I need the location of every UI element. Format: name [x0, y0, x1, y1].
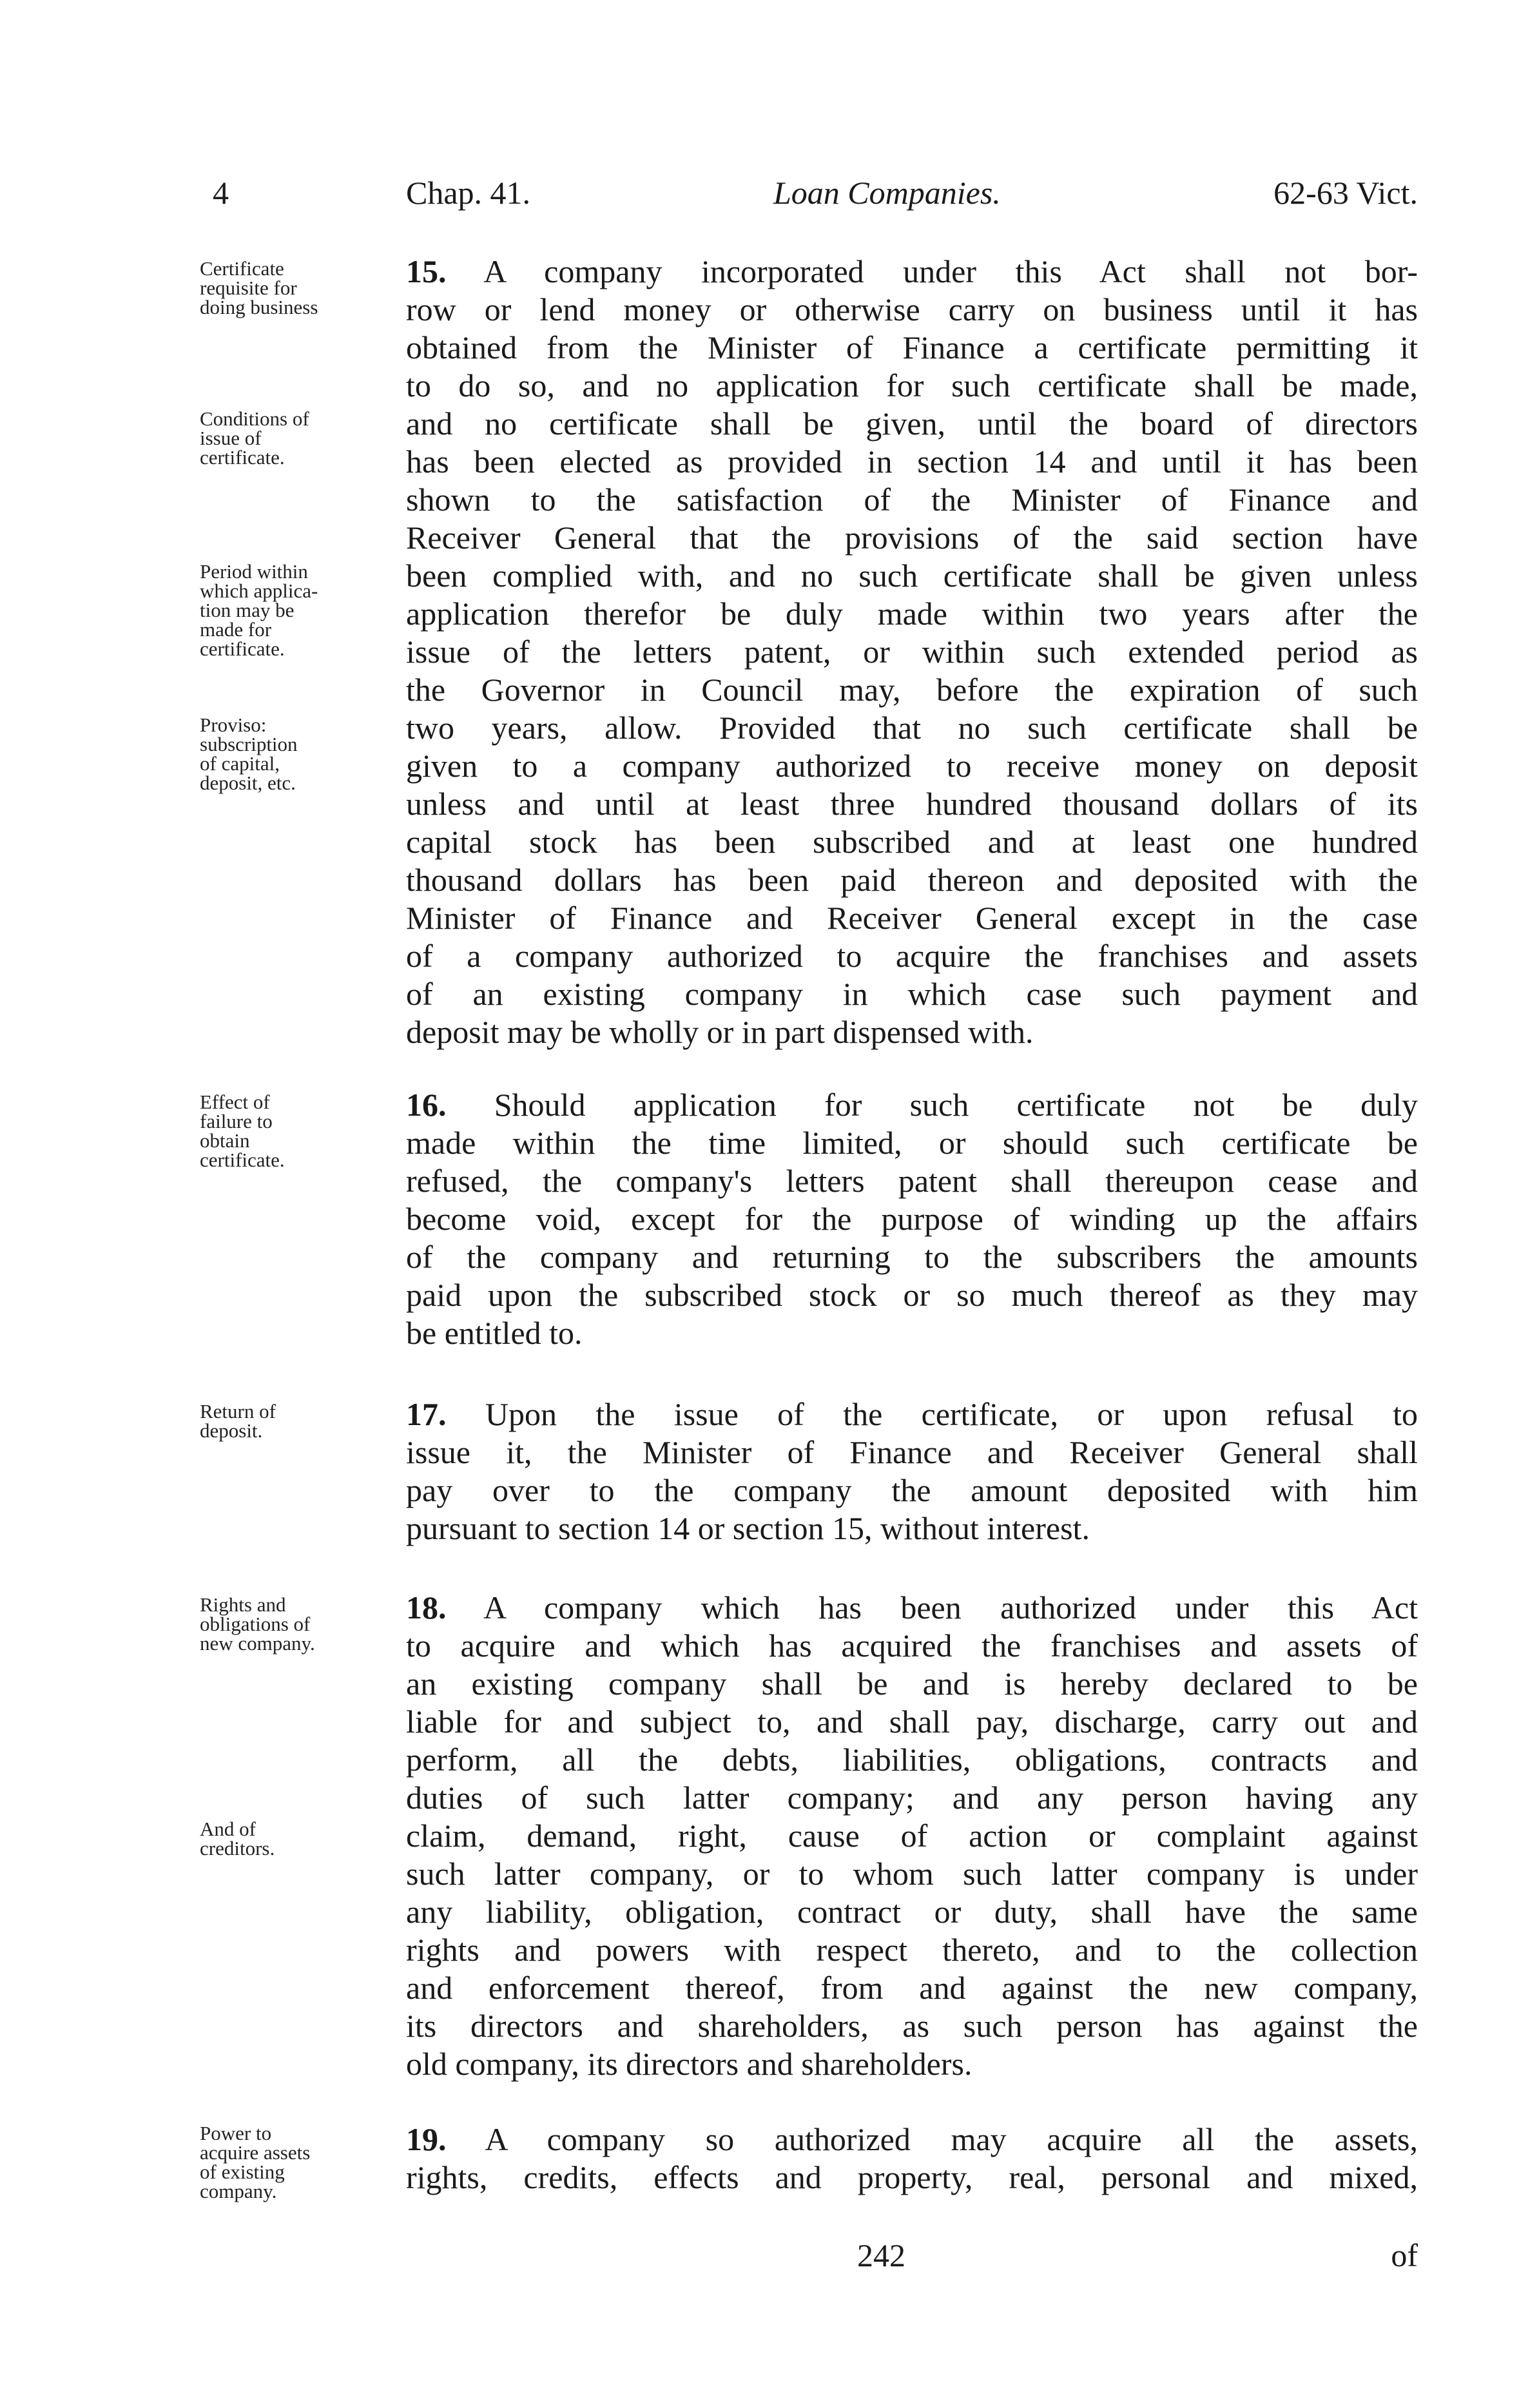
section-18 [406, 1589, 1418, 2083]
section-line: rights, credits, effects and property, real, personal and mixed, [406, 2159, 1418, 2195]
section-number: 19. [406, 2121, 447, 2157]
section-line: and no certificate shall be given, until the board of directors [406, 405, 1418, 442]
section-line: been complied with, and no such certificate shall be given unless [406, 558, 1418, 594]
section-19 [406, 2121, 1418, 2197]
running-title: Loan Companies. [773, 175, 1001, 211]
running-header [213, 174, 1418, 219]
section-line: and enforcement thereof, from and against the new company, [406, 1970, 1418, 2006]
section-line: of a company authorized to acquire the franchises and assets [406, 938, 1418, 974]
margin-note-return: Return of deposit. [200, 1400, 276, 1442]
section-line: liable for and subject to, and shall pay, discharge, carry out and [406, 1704, 1418, 1740]
section-line: such latter company, or to whom such latter company is under [406, 1856, 1418, 1892]
section-line: to do so, and no application for such certificate shall be made, [406, 367, 1418, 403]
section-line: Minister of Finance and Receiver General except in the case [406, 900, 1418, 936]
section-line: of the company and returning to the subscribers the amounts [406, 1239, 1418, 1275]
section-line: Receiver General that the provisions of the said section have [406, 519, 1418, 556]
chapter-label: Chap. 41. [406, 175, 531, 211]
page-number: 4 [213, 175, 229, 211]
section-line: capital stock has been subscribed and at least one hundred [406, 824, 1418, 860]
section-line: shown to the satisfaction of the Minister of Finance and [406, 481, 1418, 518]
section-line: 15. A company incorporated under this Act shall not bor- [406, 253, 1418, 289]
section-line: two years, allow. Provided that no such certificate shall be [406, 710, 1418, 746]
section-line: 17. Upon the issue of the certificate, or upon refusal to [406, 1396, 1418, 1432]
section-line: become void, except for the purpose of winding up the affairs [406, 1201, 1418, 1237]
section-line: issue it, the Minister of Finance and Receiver General shall [406, 1434, 1418, 1470]
section-number: 16. [406, 1087, 447, 1123]
section-line: any liability, obligation, contract or duty, shall have the same [406, 1894, 1418, 1930]
section-line: pursuant to section 14 or section 15, without interest. [406, 1510, 1090, 1546]
margin-note-certificate: Certificate requisite for doing business [200, 257, 318, 318]
section-line: pay over to the company the amount deposited with him [406, 1472, 1418, 1508]
section-line: 19. A company so authorized may acquire all the assets, [406, 2121, 1418, 2157]
section-line: row or lend money or otherwise carry on business until it has [406, 291, 1418, 327]
section-line: paid upon the subscribed stock or so much thereof as they may [406, 1277, 1418, 1313]
section-line: unless and until at least three hundred thousand dollars of its [406, 786, 1418, 822]
section-line: claim, demand, right, cause of action or complaint against [406, 1818, 1418, 1854]
section-line: application therefor be duly made within two years after the [406, 596, 1418, 632]
section-line: to acquire and which has acquired the franchises and assets of [406, 1627, 1418, 1664]
catchword: of [1391, 2237, 1418, 2273]
section-line: its directors and shareholders, as such person has against the [406, 2008, 1418, 2044]
margin-note-period: Period within which applica- tion may be made for certificate. [200, 560, 318, 660]
margin-note-rights: Rights and obligations of new company. [200, 1593, 315, 1655]
section-line: has been elected as provided in section 14 and until it has been [406, 443, 1418, 480]
margin-note-conditions: Conditions of issue of certificate. [200, 407, 309, 469]
section-line: 16. Should application for such certificate not be duly [406, 1087, 1418, 1123]
section-line: deposit may be wholly or in part dispensed with. [406, 1014, 1034, 1050]
section-line: thousand dollars has been paid thereon and deposited with the [406, 862, 1418, 898]
section-line: issue of the letters patent, or within such extended period as [406, 634, 1418, 670]
section-number: 17. [406, 1396, 447, 1432]
section-line: duties of such latter company; and any person having any [406, 1780, 1418, 1816]
section-line: the Governor in Council may, before the expiration of such [406, 672, 1418, 708]
section-line: old company, its directors and shareholders. [406, 2046, 972, 2082]
section-17 [406, 1395, 1418, 1548]
section-line: perform, all the debts, liabilities, obligations, contracts and [406, 1742, 1418, 1778]
margin-note-creditors: And of creditors. [200, 1818, 275, 1859]
section-line: be entitled to. [406, 1315, 583, 1351]
section-line: rights and powers with respect thereto, and to the collection [406, 1932, 1418, 1968]
margin-note-effect: Effect of failure to obtain certificate. [200, 1091, 285, 1171]
section-number: 18. [406, 1589, 447, 1626]
section-line: an existing company shall be and is hereby declared to be [406, 1665, 1418, 1702]
folio-number: 242 [857, 2237, 905, 2273]
regnal-year: 62-63 Vict. [1273, 175, 1418, 211]
section-line: 18. A company which has been authorized under this Act [406, 1589, 1418, 1626]
section-line: of an existing company in which case such payment and [406, 976, 1418, 1012]
section-line: made within the time limited, or should such certificate be [406, 1125, 1418, 1161]
section-number: 15. [406, 253, 447, 289]
section-line: obtained from the Minister of Finance a certificate permitting it [406, 329, 1418, 365]
section-15 [406, 253, 1418, 1051]
section-line: given to a company authorized to receive money on deposit [406, 748, 1418, 784]
section-16 [406, 1086, 1418, 1352]
margin-note-power: Power to acquire assets of existing company. [200, 2122, 311, 2202]
margin-note-proviso: Proviso: subscription of capital, deposit, etc. [200, 714, 298, 794]
section-line: refused, the company's letters patent shall thereupon cease and [406, 1163, 1418, 1199]
